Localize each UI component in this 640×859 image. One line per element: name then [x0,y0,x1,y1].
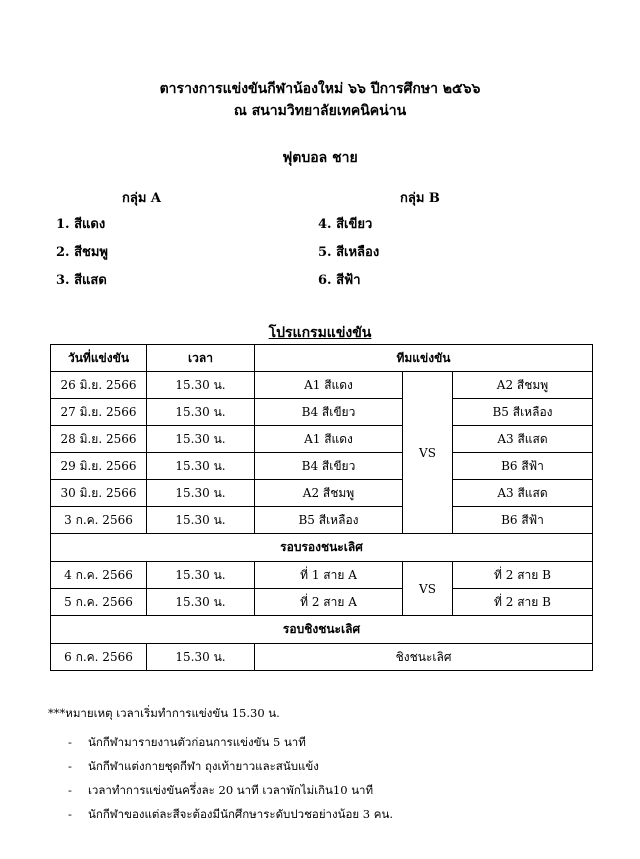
match-date: 27 มิ.ย. 2566 [51,399,147,426]
home-team: ที่ 1 สาย A [255,562,403,589]
table-row [51,480,593,507]
header-date: วันที่แข่งขัน [51,345,147,372]
note-text: นักกีฬาของแต่ละสีจะต้องมีนักศึกษาระดับปวชอย่างน้อย 3 คน. [88,807,393,821]
dash-bullet: - [68,759,72,773]
notes-heading: ***หมายเหตุ เวลาเริ่มทำการแข่งขัน 15.30 น. [48,706,280,720]
note-text: นักกีฬามารายงานตัวก่อนการแข่งขัน 5 นาที [88,735,306,749]
table-header-row [51,345,593,372]
final-description: ชิงชนะเลิศ [255,644,593,671]
group-a-heading: กลุ่ม A [122,191,162,206]
match-time: 15.30 น. [147,399,255,426]
home-team: A2 สีชมพู [255,480,403,507]
home-team: B4 สีเขียว [255,453,403,480]
table-row [51,589,593,616]
semifinal-label: รอบรองชนะเลิศ [51,534,593,562]
note-item [48,734,393,758]
note-text: เวลาทำการแข่งขันครึ่งละ 20 นาที เวลาพักไม่เกิน10 นาที [88,783,374,797]
table-row [51,426,593,453]
home-team: B5 สีเหลือง [255,507,403,534]
sport-title: ฟุตบอล ชาย [282,150,358,166]
note-item [48,758,393,782]
match-time: 15.30 น. [147,453,255,480]
home-team: A1 สีแดง [255,426,403,453]
away-team: A3 สีแสด [453,480,593,507]
home-team: ที่ 2 สาย A [255,589,403,616]
dash-bullet: - [68,735,72,749]
table-row [51,507,593,534]
match-date: 29 มิ.ย. 2566 [51,453,147,480]
note-item [48,782,393,806]
match-date: 5 ก.ค. 2566 [51,589,147,616]
section-row-final [51,616,593,644]
match-time: 15.30 น. [147,644,255,671]
vs-label: VS [403,562,453,616]
note-item [48,806,393,830]
match-time: 15.30 น. [147,589,255,616]
match-date: 4 ก.ค. 2566 [51,562,147,589]
table-row [51,562,593,589]
header-teams: ทีมแข่งขัน [255,345,593,372]
match-time: 15.30 น. [147,507,255,534]
away-team: B6 สีฟ้า [453,507,593,534]
dash-bullet: - [68,783,72,797]
away-team: A2 สีชมพู [453,372,593,399]
table-row [51,644,593,671]
table-row [51,372,593,399]
schedule-table [50,344,593,671]
match-date: 6 ก.ค. 2566 [51,644,147,671]
match-date: 3 ก.ค. 2566 [51,507,147,534]
table-row [51,399,593,426]
match-time: 15.30 น. [147,562,255,589]
match-date: 28 มิ.ย. 2566 [51,426,147,453]
venue-line: ณ สนามวิทยาลัยเทคนิคน่าน [233,103,407,119]
section-row-semifinal [51,534,593,562]
group-a-team-3: 3. สีแสด [56,273,107,288]
schedule-title: โปรแกรมแข่งขัน [268,325,372,341]
group-b-team-5: 5. สีเหลือง [318,245,380,260]
match-time: 15.30 น. [147,372,255,399]
match-time: 15.30 น. [147,426,255,453]
vs-label: VS [403,372,453,534]
table-row [51,453,593,480]
header-time: เวลา [147,345,255,372]
home-team: B4 สีเขียว [255,399,403,426]
away-team: ที่ 2 สาย B [453,562,593,589]
group-a-team-2: 2. สีชมพู [56,245,108,260]
home-team: A1 สีแดง [255,372,403,399]
match-date: 30 มิ.ย. 2566 [51,480,147,507]
dash-bullet: - [68,807,72,821]
group-b-team-4: 4. สีเขียว [318,217,373,232]
note-text: นักกีฬาแต่งกายชุดกีฬา ถุงเท้ายาวและสนับแข้ง [88,759,319,773]
away-team: A3 สีแสด [453,426,593,453]
notes-section [48,705,393,830]
document-title: ตารางการแข่งขันกีฬาน้องใหม่ ๖๖ ปีการศึกษา ๒๕๖๖ [159,81,481,97]
group-b-heading: กลุ่ม B [400,191,440,206]
away-team: B6 สีฟ้า [453,453,593,480]
final-label: รอบชิงชนะเลิศ [51,616,593,644]
group-b-team-6: 6. สีฟ้า [318,273,361,288]
away-team: ที่ 2 สาย B [453,589,593,616]
match-time: 15.30 น. [147,480,255,507]
group-a-team-1: 1. สีแดง [56,217,106,232]
away-team: B5 สีเหลือง [453,399,593,426]
match-date: 26 มิ.ย. 2566 [51,372,147,399]
